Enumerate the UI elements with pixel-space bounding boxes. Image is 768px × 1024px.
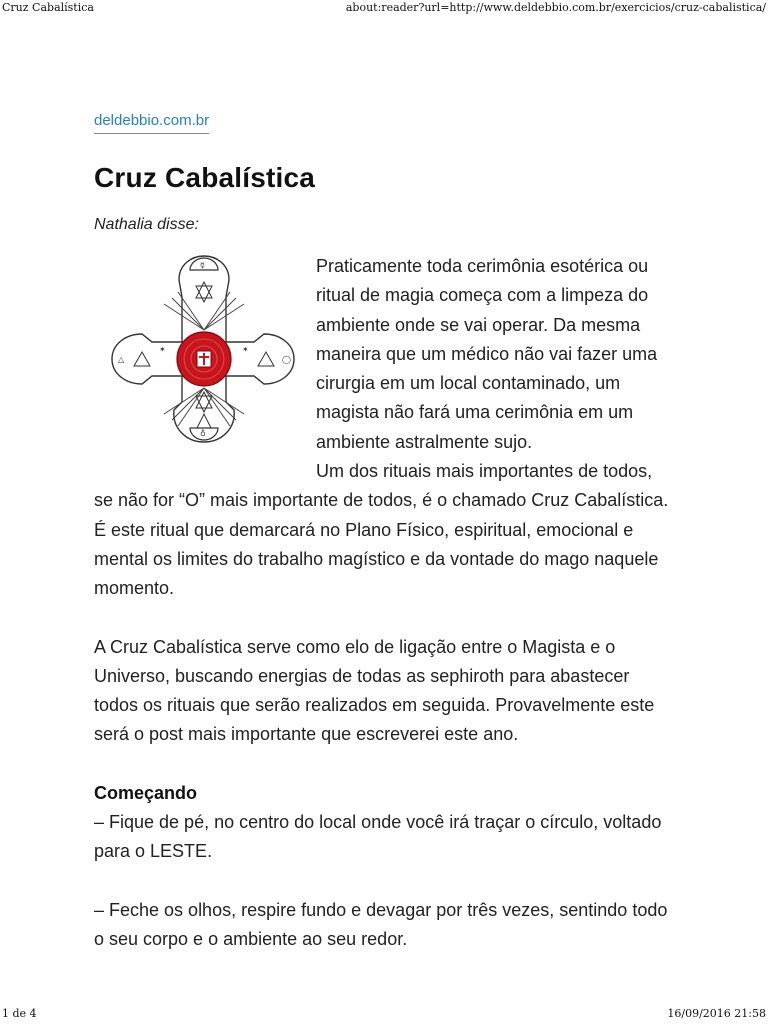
paragraph-2-text: Um dos rituais mais importantes de todos, se não for “O” mais importante de todos, é o chamado Cruz Cabalística. É este ritual que demarcará no Plano Físico, espiritual, emocional e mental os limites do trabalho magístico e da vontade do mago naquele momento. — [94, 461, 669, 599]
svg-text:✶: ✶ — [242, 345, 249, 354]
kabbalistic-cross-image — [104, 252, 304, 467]
section-heading: Começando — [94, 782, 198, 803]
svg-text:◯: ◯ — [282, 355, 291, 364]
print-datetime: 16/09/2016 21:58 — [667, 1007, 766, 1020]
page-number: 1 de 4 — [2, 1007, 37, 1020]
paragraph-1-text: Praticamente toda cerimônia esotérica ou ritual de magia começa com a limpeza do ambiente onde se vai operar. Da mesma maneira que um médico não vai fazer uma cirurgia em um local contaminado, um magista não fará uma cerimônia em um ambiente astralmente sujo. — [316, 256, 658, 452]
source-domain-link[interactable]: deldebbio.com.br — [94, 112, 209, 134]
svg-text:△: △ — [118, 355, 125, 364]
article-byline: Nathalia disse: — [94, 216, 199, 233]
article-body — [94, 252, 676, 954]
print-header — [0, 0, 768, 18]
reader-article — [94, 112, 676, 983]
print-header-title: Cruz Cabalística — [2, 1, 94, 14]
svg-text:☿: ☿ — [200, 261, 205, 270]
svg-text:♁: ♁ — [200, 429, 206, 438]
step-item-1: – Fique de pé, no centro do local onde você irá traçar o círculo, voltado para o LESTE. — [94, 812, 662, 862]
print-footer — [0, 1004, 768, 1024]
svg-text:✶: ✶ — [159, 345, 166, 354]
article-title: Cruz Cabalística — [94, 162, 316, 193]
kabbalistic-cross-icon — [104, 252, 304, 467]
print-header-url: about:reader?url=http://www.deldebbio.com.br/exercicios/cruz-cabalistica/ — [345, 1, 766, 14]
article-paragraph-3: A Cruz Cabalística serve como elo de ligação entre o Magista e o Universo, buscando energias de todas as sephiroth para abastecer todos os rituais que serão realizados em seguida. Provavelmente este será o post mais importante que escreverei este ano. — [94, 636, 655, 745]
step-item-2: – Feche os olhos, respire fundo e devagar por três vezes, sentindo todo o seu corpo e o ambiente ao seu redor. — [94, 899, 668, 949]
